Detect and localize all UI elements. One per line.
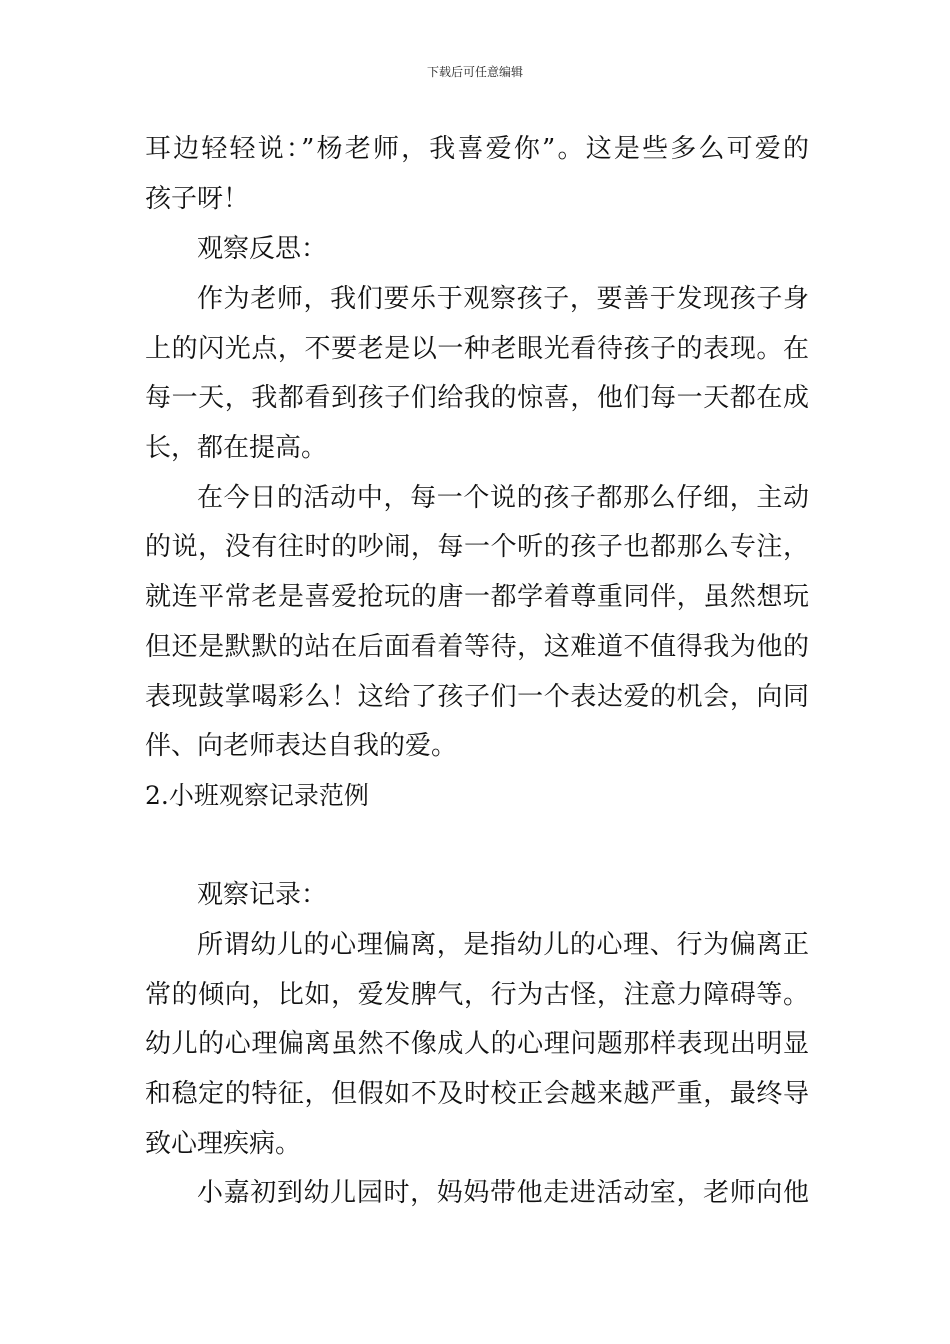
- text-line: 作为老师，我们要乐于观察孩子，要善于发现孩子身: [197, 284, 809, 314]
- text-line: 表现鼓掌喝彩么！这给了孩子们一个表达爱的机会，向同: [145, 682, 809, 712]
- text-line: 在今日的活动中，每一个说的孩子都那么仔细，主动: [197, 483, 809, 513]
- text-line: 致心理疾病。: [145, 1129, 302, 1159]
- section-label: 观察反思：: [197, 234, 328, 264]
- text-line: 上的闪光点，不要老是以一种老眼光看待孩子的表现。在: [145, 334, 809, 364]
- text-line: 的说，没有往时的吵闹，每一个听的孩子也都那么专注，: [145, 532, 809, 562]
- text-line: 所谓幼儿的心理偏离，是指幼儿的心理、行为偏离正: [197, 930, 809, 960]
- section-label: 观察记录：: [197, 880, 328, 910]
- text-line: 伴、向老师表达自我的爱。: [145, 731, 458, 761]
- text-line: 常的倾向，比如，爱发脾气，行为古怪，注意力障碍等。: [145, 980, 809, 1010]
- page-header: 下载后可任意编辑: [426, 65, 523, 79]
- text-line: 幼儿的心理偏离虽然不像成人的心理问题那样表现出明显: [145, 1029, 809, 1059]
- section-heading: 2.小班观察记录范例: [145, 781, 369, 810]
- text-line: 每一天，我都看到孩子们给我的惊喜，他们每一天都在成: [145, 383, 809, 413]
- text-line: 就连平常老是喜爱抢玩的唐一都学着尊重同伴，虽然想玩: [145, 582, 809, 612]
- text-line: 小嘉初到幼儿园时，妈妈带他走进活动室，老师向他: [197, 1178, 809, 1208]
- text-line: 但还是默默的站在后面看着等待，这难道不值得我为他的: [145, 632, 809, 662]
- text-line: 长，都在提高。: [145, 433, 328, 463]
- text-line: 孩子呀！: [145, 184, 250, 214]
- text-line: 耳边轻轻说：”杨老师，我喜爱你”。这是些多么可爱的: [145, 134, 809, 164]
- text-line: 和稳定的特征，但假如不及时校正会越来越严重，最终导: [145, 1079, 809, 1109]
